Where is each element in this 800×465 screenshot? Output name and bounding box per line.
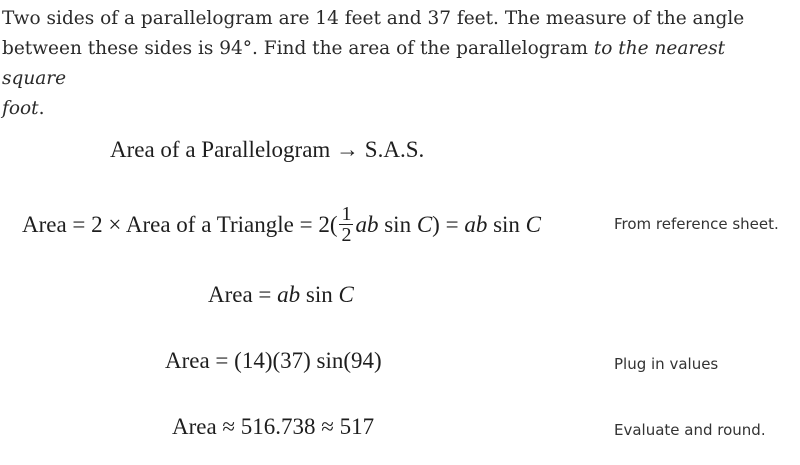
step-1-equation — [22, 203, 541, 247]
problem-line-2-italic: to the nearest square — [2, 38, 726, 89]
step-2-sin: sin — [300, 282, 339, 307]
problem-line-3 — [2, 94, 792, 124]
method-heading: Area of a Parallelogram → S.A.S. — [110, 137, 425, 162]
step-1-close: ) = — [432, 211, 465, 237]
problem-line-3-italic: foot — [2, 98, 39, 119]
fraction-denominator: 2 — [341, 224, 352, 246]
problem-line-3-period: . — [38, 98, 45, 119]
fraction-numerator: 1 — [341, 203, 352, 225]
step-4-equation: Area ≈ 516.738 ≈ 517 — [172, 414, 375, 439]
problem-line-2 — [2, 34, 792, 94]
step-1-note: From reference sheet. — [614, 215, 779, 233]
step-4-note: Evaluate and round. — [614, 421, 766, 439]
step-1-var-c: C — [416, 211, 433, 237]
step-1-sin: sin — [378, 211, 417, 237]
step-3-note: Plug in values — [614, 355, 719, 373]
step-1-var-ab: ab — [355, 211, 379, 237]
step-3-equation: Area = (14)(37) sin(94) — [165, 348, 382, 373]
problem-line-1: Two sides of a parallelogram are 14 feet and 37 feet. The measure of the angle — [2, 8, 745, 29]
step-1-lhs: Area = 2 × Area of a Triangle = 2( — [22, 211, 338, 237]
step-2-var-c: C — [338, 282, 354, 307]
step-2-lhs: Area = — [208, 282, 278, 307]
problem-line-2-text: between these sides is 94°. Find the area of the parallelogram — [2, 38, 594, 59]
step-2-equation — [208, 282, 354, 308]
one-half-fraction — [339, 204, 353, 245]
step-1-rhs-sin: sin — [487, 211, 526, 237]
step-2-var-ab: ab — [277, 282, 301, 307]
step-1-rhs-c: C — [525, 211, 541, 237]
step-1-rhs-ab: ab — [464, 211, 488, 237]
problem-statement — [2, 4, 792, 124]
